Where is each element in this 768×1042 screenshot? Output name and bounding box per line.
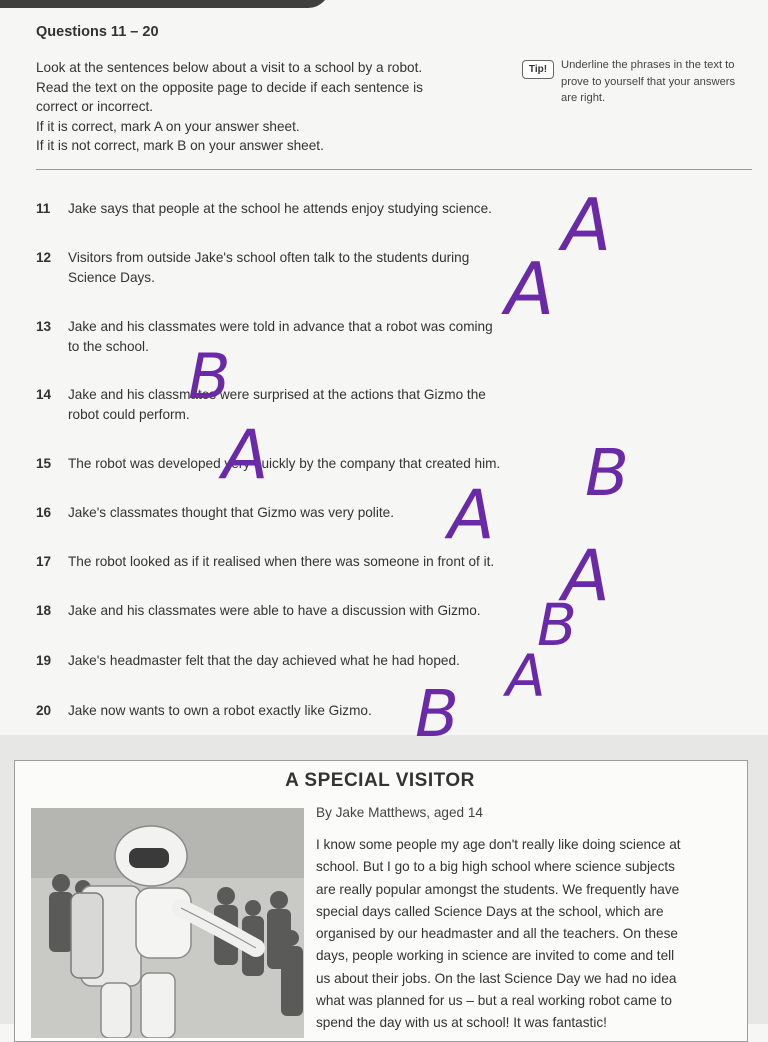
instruction-line: If it is correct, mark A on your answer sheet. <box>36 118 300 134</box>
question-number: 19 <box>36 653 52 668</box>
question-text <box>68 701 558 721</box>
article-line: spend the day with us at school! It was fantastic! <box>316 1015 607 1031</box>
robot-photo <box>31 808 304 1038</box>
handwritten-answer-13: B <box>188 340 231 413</box>
article-title: A SPECIAL VISITOR <box>285 770 475 791</box>
questions-heading: Questions 11 – 20 <box>36 24 159 40</box>
handwritten-answer-14: A <box>222 416 269 495</box>
question-number: 15 <box>36 456 52 471</box>
tip-line: Underline the phrases in the text to <box>561 59 735 71</box>
question-line: Visitors from outside Jake's school often talk to the students during <box>68 250 470 265</box>
question-line: Science Days. <box>68 269 155 285</box>
question-line: Jake says that people at the school he attends enjoy studying science. <box>68 201 492 216</box>
question-line: Jake and his classmates were surprised at the actions that Gizmo the <box>68 387 486 402</box>
question-number: 13 <box>36 319 52 334</box>
question-number: 14 <box>36 387 52 402</box>
article-line: days, people working in science are invited to come and tell <box>316 948 675 964</box>
handwritten-answer-18: B <box>537 591 577 659</box>
section-divider <box>36 169 752 170</box>
article-body <box>316 834 734 1035</box>
instruction-line: Look at the sentences below about a visit to a school by a robot. <box>36 60 423 75</box>
question-text <box>68 199 558 219</box>
handwritten-answer-20: B <box>415 678 459 752</box>
robot-photo-illustration <box>31 808 304 1038</box>
question-line: robot could perform. <box>68 406 190 422</box>
instruction-line: correct or incorrect. <box>36 99 154 114</box>
question-text <box>68 503 558 523</box>
tip-line: prove to yourself that your answers <box>561 75 736 88</box>
article-line: what was planned for us – but a real working robot came to <box>316 993 672 1009</box>
question-text <box>68 248 558 287</box>
handwritten-answer-16: A <box>448 476 495 555</box>
handwritten-answer-11: A <box>562 183 612 267</box>
article-line: special days called Science Days at the school, which are <box>316 903 664 919</box>
question-text <box>68 552 558 572</box>
question-line: Jake's headmaster felt that the day achieved what he had hoped. <box>68 653 460 668</box>
question-text <box>68 651 558 671</box>
article-line: school. But I go to a big high school where science subjects <box>316 859 675 875</box>
question-number: 20 <box>36 703 52 718</box>
tip-text <box>561 57 756 107</box>
tip-line: are right. <box>561 92 606 104</box>
question-text <box>68 601 558 621</box>
question-number: 12 <box>36 250 52 265</box>
handwritten-answer-17: A <box>562 535 610 617</box>
article-line: are really popular amongst the students. We frequently have <box>316 881 680 897</box>
question-line: Jake's classmates thought that Gizmo was very polite. <box>68 505 394 520</box>
question-text <box>68 317 558 356</box>
article-line: organised by our headmaster and all the teachers. On these <box>316 926 678 942</box>
question-line: Jake and his classmates were able to have a discussion with Gizmo. <box>68 603 481 618</box>
handwritten-answer-12: A <box>505 247 555 331</box>
question-line: Jake and his classmates were told in advance that a robot was coming <box>68 319 493 334</box>
article-byline: By Jake Matthews, aged 14 <box>316 805 483 820</box>
handwritten-answer-15: B <box>585 437 629 511</box>
question-number: 18 <box>36 603 52 618</box>
question-text <box>68 385 558 424</box>
question-line: The robot looked as if it realised when there was someone in front of it. <box>68 554 495 569</box>
handwritten-answer-19: A <box>506 642 546 710</box>
instructions <box>36 58 506 156</box>
instruction-line: If it is not correct, mark B on your answer sheet. <box>36 138 324 153</box>
article-line: I know some people my age don't really like doing science at <box>316 837 681 852</box>
question-number: 17 <box>36 554 52 569</box>
section-banner <box>0 0 330 8</box>
question-line: Jake now wants to own a robot exactly like Gizmo. <box>68 703 372 718</box>
question-text <box>68 454 558 474</box>
question-number: 11 <box>36 201 51 216</box>
instruction-line: Read the text on the opposite page to decide if each sentence is <box>36 79 423 95</box>
question-number: 16 <box>36 505 52 520</box>
article-line: us about their jobs. On the last Science Day we had no idea <box>316 970 677 986</box>
tip-badge: Tip! <box>522 60 554 79</box>
question-line: to the school. <box>68 338 149 354</box>
question-line: The robot was developed very quickly by the company that created him. <box>68 456 501 471</box>
